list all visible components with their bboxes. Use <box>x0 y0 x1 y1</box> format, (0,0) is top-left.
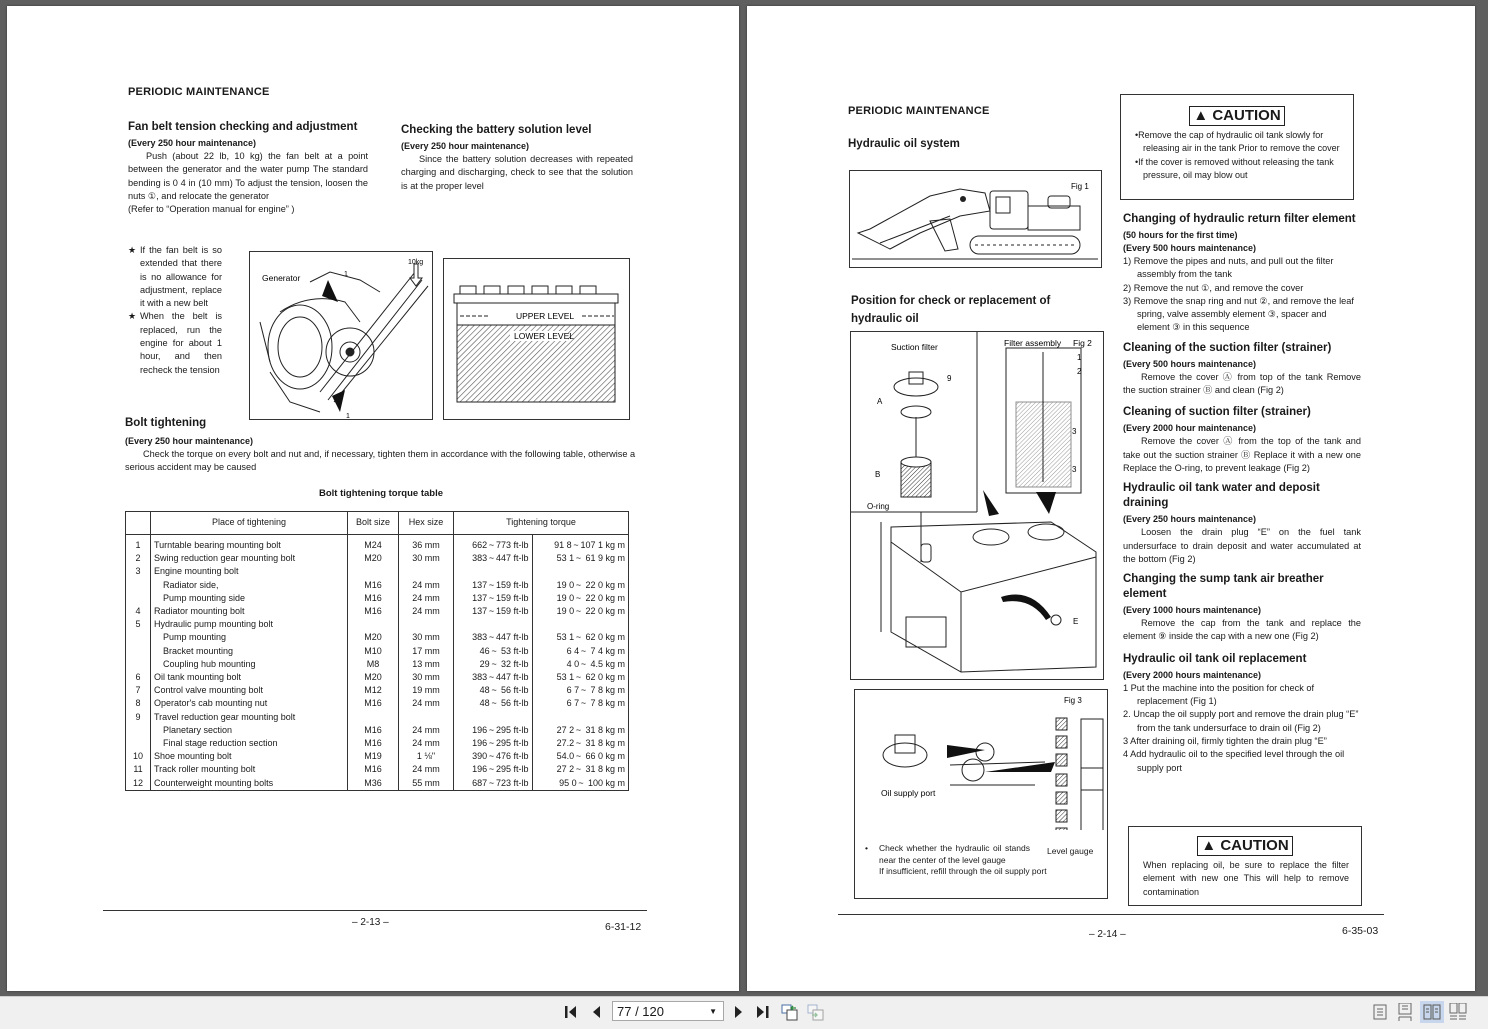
bolt-size-cell <box>348 565 399 578</box>
row-number: 3 <box>126 565 151 578</box>
force-label: 10kg <box>408 259 424 266</box>
svg-text:9: 9 <box>947 374 952 383</box>
rotate-left-icon <box>781 1003 799 1021</box>
table-row <box>126 737 629 750</box>
note-item: ★ When the belt is replaced, run the engine for about 1 hour, and then recheck the tension <box>128 310 222 376</box>
bolt-size-cell: M16 <box>348 737 399 750</box>
table-row <box>126 618 629 631</box>
figure-label: Fig 2 <box>1073 338 1092 348</box>
caution-box <box>1128 826 1362 906</box>
torque-ftlb-cell: 662 ~ 773 ft-lb <box>454 535 533 553</box>
table-row <box>126 750 629 763</box>
torque-kgm-cell: 53 1 ~ 62 0 kg m <box>532 671 628 684</box>
level-gauge-label: Level gauge <box>1047 846 1094 856</box>
bolt-size-cell: M16 <box>348 605 399 618</box>
place-cell: Track roller mounting bolt <box>151 763 348 776</box>
section-title: Position for check or replacement of hydraulic oil <box>851 295 1051 325</box>
hex-size-cell: 30 mm <box>399 552 454 565</box>
torque-ftlb-cell: 137 ~ 159 ft-lb <box>454 592 533 605</box>
row-number <box>126 645 151 658</box>
torque-ftlb-cell <box>454 565 533 578</box>
generator-label: Generator <box>262 273 301 283</box>
svg-text:1: 1 <box>1077 353 1082 362</box>
right-column-text <box>1123 212 1361 775</box>
row-number: 2 <box>126 552 151 565</box>
maintenance-interval: (Every 2000 hour maintenance) <box>1123 423 1257 434</box>
section-body: Since the battery solution decreases with repeated charging and discharging, check to see that the solution is at the proper level <box>401 154 633 191</box>
single-page-view-button[interactable] <box>1369 1001 1391 1023</box>
document-code: 6-31-12 <box>605 921 642 933</box>
maintenance-interval: (Every 500 hours maintenance) <box>1123 358 1257 369</box>
hex-size-cell: 24 mm <box>399 579 454 592</box>
step-item: 3) Remove the snap ring and nut ②, and remove the leaf spring, valve assembly element ③, spacer and element ③ in this sequence <box>1123 295 1354 333</box>
maintenance-interval: (Every 250 hour maintenance) <box>401 141 530 151</box>
table-row <box>126 605 629 618</box>
table-row <box>126 711 629 724</box>
hex-size-cell <box>399 711 454 724</box>
single-page-icon <box>1373 1004 1387 1020</box>
footer-divider <box>103 910 647 911</box>
table-row <box>126 645 629 658</box>
caution-badge: ▲ CAUTION <box>1189 106 1284 126</box>
footer-divider <box>838 914 1384 915</box>
hex-size-cell: 1 ⅛" <box>399 750 454 763</box>
warning-triangle-icon: ▲ <box>1193 107 1209 124</box>
place-cell: Hydraulic pump mounting bolt <box>151 618 348 631</box>
maintenance-interval: (Every 250 hours maintenance) <box>1123 514 1257 525</box>
row-number: 9 <box>126 711 151 724</box>
bolt-size-cell: M8 <box>348 658 399 671</box>
caution-item: •Remove the cap of hydraulic oil tank slowly for releasing air in the tank Prior to remove the cover <box>1135 130 1340 154</box>
suction-filter-label: Suction filter <box>891 342 938 352</box>
star-icon: ★ <box>128 245 137 255</box>
continuous-view-button[interactable] <box>1394 1001 1416 1023</box>
bolt-size-cell: M19 <box>348 750 399 763</box>
excavator-figure <box>849 170 1102 268</box>
place-cell: Planetary section <box>151 724 348 737</box>
reference-note: (Refer to “Operation manual for engine” ) <box>128 204 295 215</box>
next-page-icon <box>733 1005 745 1019</box>
maintenance-interval: (Every 250 hour maintenance) <box>128 138 257 148</box>
document-page-right <box>747 6 1475 991</box>
row-number <box>126 737 151 750</box>
svg-text:A: A <box>877 397 883 406</box>
place-cell: Final stage reduction section <box>151 737 348 750</box>
hex-size-cell: 24 mm <box>399 592 454 605</box>
table-row <box>126 763 629 776</box>
hex-size-cell: 24 mm <box>399 605 454 618</box>
battery-illustration <box>444 259 629 419</box>
row-number: 8 <box>126 697 151 710</box>
torque-kgm-cell <box>532 711 628 724</box>
table-row <box>126 658 629 671</box>
torque-kgm-cell: 19 0 ~ 22 0 kg m <box>532 605 628 618</box>
caution-badge: ▲ CAUTION <box>1197 836 1292 856</box>
table-row <box>126 684 629 697</box>
bolt-size-cell: M20 <box>348 671 399 684</box>
table-row <box>126 697 629 710</box>
torque-ftlb-cell: 390 ~ 476 ft-lb <box>454 750 533 763</box>
row-number: 7 <box>126 684 151 697</box>
table-row <box>126 535 629 553</box>
torque-kgm-cell: 53 1 ~ 62 0 kg m <box>532 631 628 644</box>
torque-kgm-cell: 4 0 ~ 4.5 kg m <box>532 658 628 671</box>
torque-ftlb-cell: 383 ~ 447 ft-lb <box>454 631 533 644</box>
bolt-size-cell: M20 <box>348 631 399 644</box>
step-item: 2) Remove the nut ①, and remove the cover <box>1123 282 1304 293</box>
torque-ftlb-cell: 29 ~ 32 ft-lb <box>454 658 533 671</box>
page-number: – 2-14 – <box>1089 929 1126 940</box>
hex-size-cell: 24 mm <box>399 737 454 750</box>
caution-text: When replacing oil, be sure to replace the filter element with new one This will help to remove contamination <box>1143 860 1349 897</box>
place-cell: Swing reduction gear mounting bolt <box>151 552 348 565</box>
fan-belt-figure <box>249 251 433 420</box>
hex-size-cell: 30 mm <box>399 671 454 684</box>
document-code: 6-35-03 <box>1342 925 1379 937</box>
step-item: 4 Add hydraulic oil to the specified level through the oil supply port <box>1123 749 1345 773</box>
torque-ftlb-cell: 383 ~ 447 ft-lb <box>454 552 533 565</box>
bolt-size-cell: M16 <box>348 724 399 737</box>
maintenance-interval: (Every 250 hour maintenance) <box>125 436 254 446</box>
note-item: ★ If the fan belt is so extended that there is no allowance for adjustment, replace it with a new belt <box>128 244 222 310</box>
caution-item: •If the cover is removed without releasing the tank pressure, oil may blow out <box>1135 156 1334 180</box>
torque-kgm-cell: 91 8 ~ 107 1 kg m <box>532 535 628 553</box>
torque-table-body <box>126 535 629 791</box>
step-item: 3 After draining oil, firmly tighten the drain plug “E” <box>1123 735 1327 746</box>
maintenance-interval: (50 hours for the first time) <box>1123 230 1238 240</box>
bolt-size-cell <box>348 711 399 724</box>
bolt-size-cell: M10 <box>348 645 399 658</box>
section-title: Checking the battery solution level <box>401 124 592 136</box>
hex-size-cell: 17 mm <box>399 645 454 658</box>
page-header: PERIODIC MAINTENANCE <box>848 105 990 117</box>
torque-kgm-cell: 6 7 ~ 7 8 kg m <box>532 684 628 697</box>
svg-text:2: 2 <box>1077 367 1082 376</box>
row-number: 12 <box>126 777 151 791</box>
figure-label: Fig 3 <box>1064 696 1082 705</box>
step-item: 2. Uncap the oil supply port and remove the drain plug “E” from the tank undersurface to drain oil (Fig 2) <box>1123 709 1359 733</box>
torque-table <box>125 511 629 791</box>
maintenance-interval: (Every 2000 hours maintenance) <box>1123 669 1262 680</box>
torque-kgm-cell <box>532 565 628 578</box>
lower-level-label: LOWER LEVEL <box>514 331 574 341</box>
fan-belt-notes <box>128 244 222 377</box>
section-title: Hydraulic oil system <box>848 138 960 150</box>
maintenance-interval: (Every 500 hours maintenance) <box>1123 243 1257 253</box>
row-number <box>126 631 151 644</box>
table-header-row: Place of tightening Bolt size Hex size Tightening torque <box>126 512 629 535</box>
torque-ftlb-cell <box>454 711 533 724</box>
page-number: – 2-13 – <box>352 917 389 928</box>
table-row <box>126 777 629 791</box>
section-title: Cleaning of suction filter (strainer) <box>1123 406 1311 419</box>
torque-kgm-cell: 19 0 ~ 22 0 kg m <box>532 579 628 592</box>
place-cell: Radiator side, <box>151 579 348 592</box>
bolt-size-cell: M36 <box>348 777 399 791</box>
place-cell: Pump mounting <box>151 631 348 644</box>
document-page-left <box>7 6 739 991</box>
step-item: 1) Remove the pipes and nuts, and pull out the filter assembly from the tank <box>1123 256 1334 280</box>
battery-level-figure <box>443 258 630 420</box>
bolt-size-cell <box>348 618 399 631</box>
place-cell: Radiator mounting bolt <box>151 605 348 618</box>
rotate-right-icon <box>807 1003 825 1021</box>
table-row <box>126 579 629 592</box>
svg-text:1: 1 <box>346 413 350 419</box>
table-title: Bolt tightening torque table <box>318 487 443 499</box>
section-body: Remove the cover Ⓐ from the top of the tank and take out the suction strainer Ⓑ Replace it with a new one Replace the O-ring, to prevent leakage (Fig 2) <box>1123 436 1361 473</box>
torque-ftlb-cell: 46 ~ 53 ft-lb <box>454 645 533 658</box>
hydraulic-tank-illustration <box>851 332 1103 679</box>
torque-ftlb-cell: 48 ~ 56 ft-lb <box>454 684 533 697</box>
first-page-button[interactable] <box>561 1001 583 1023</box>
table-row <box>126 631 629 644</box>
row-number: 11 <box>126 763 151 776</box>
table-row <box>126 552 629 565</box>
torque-kgm-cell: 27.2 ~ 31 8 kg m <box>532 737 628 750</box>
caution-box <box>1120 94 1354 200</box>
place-cell: Engine mounting bolt <box>151 565 348 578</box>
rotate-clockwise-button[interactable] <box>805 1001 827 1023</box>
hex-size-cell: 55 mm <box>399 777 454 791</box>
table-row <box>126 671 629 684</box>
row-number: 6 <box>126 671 151 684</box>
viewer-toolbar <box>0 996 1488 1029</box>
row-number: 10 <box>126 750 151 763</box>
hex-size-cell: 24 mm <box>399 724 454 737</box>
hex-size-cell <box>399 618 454 631</box>
place-cell: Travel reduction gear mounting bolt <box>151 711 348 724</box>
o-ring-label: O-ring <box>867 502 890 511</box>
hex-size-cell: 24 mm <box>399 697 454 710</box>
row-number <box>126 724 151 737</box>
excavator-illustration <box>850 171 1101 267</box>
section-title: Fan belt tension checking and adjustment <box>128 121 358 133</box>
upper-level-label: UPPER LEVEL <box>516 311 575 321</box>
row-number: 5 <box>126 618 151 631</box>
section-body: Remove the cap from the tank and replace the element ⑨ inside the cap with a new one (Fig 2) <box>1123 618 1361 642</box>
page-number-selector[interactable]: 77 / 120 ▼ <box>612 1001 724 1021</box>
torque-kgm-cell: 54.0 ~ 66 0 kg m <box>532 750 628 763</box>
fan-belt-section <box>128 120 368 216</box>
row-number: 4 <box>126 605 151 618</box>
section-title: Hydraulic oil tank water and deposit draining <box>1123 482 1320 510</box>
table-row <box>126 592 629 605</box>
torque-kgm-cell: 27 2 ~ 31 8 kg m <box>532 724 628 737</box>
svg-text:3: 3 <box>1072 427 1077 436</box>
section-body: Remove the cover Ⓐ from top of the tank Remove the suction strainer Ⓑ and clean (Fig 2) <box>1123 371 1361 396</box>
hydraulic-tank-figure <box>850 331 1104 680</box>
section-title: Changing of hydraulic return filter element <box>1123 213 1356 225</box>
dropdown-arrow-icon: ▼ <box>709 1007 717 1016</box>
torque-ftlb-cell: 137 ~ 159 ft-lb <box>454 605 533 618</box>
row-number <box>126 658 151 671</box>
procedure-steps <box>1123 255 1361 335</box>
page-header: PERIODIC MAINTENANCE <box>128 86 270 98</box>
level-gauge-figure <box>854 689 1108 899</box>
svg-text:3: 3 <box>1072 465 1077 474</box>
previous-page-icon <box>590 1005 602 1019</box>
procedure-steps <box>1123 682 1361 775</box>
drain-plug-label: E <box>1073 617 1079 626</box>
place-cell: Coupling hub mounting <box>151 658 348 671</box>
bolt-size-cell: M16 <box>348 763 399 776</box>
hex-size-cell: 13 mm <box>399 658 454 671</box>
bolt-size-cell: M16 <box>348 697 399 710</box>
row-number: 1 <box>126 535 151 553</box>
torque-kgm-cell: 6 7 ~ 7 8 kg m <box>532 697 628 710</box>
hex-size-cell: 19 mm <box>399 684 454 697</box>
torque-ftlb-cell: 196 ~ 295 ft-lb <box>454 763 533 776</box>
section-body: Push (about 22 lb, 10 kg) the fan belt at a point between the generator and the water pump The standard bending is 0 4 in (10 mm) To adjust the tension, loosen the nuts ①, and relocate the generator <box>128 151 368 201</box>
section-title: Changing the sump tank air breather element <box>1123 573 1324 601</box>
place-cell: Turntable bearing mounting bolt <box>151 535 348 553</box>
section-title: Cleaning of the suction filter (strainer) <box>1123 341 1332 354</box>
bolt-size-cell: M20 <box>348 552 399 565</box>
place-cell: Pump mounting side <box>151 592 348 605</box>
facing-view-button[interactable] <box>1420 1001 1444 1023</box>
first-page-icon <box>564 1005 580 1019</box>
row-number <box>126 592 151 605</box>
svg-text:B: B <box>875 470 881 479</box>
last-page-icon <box>754 1005 770 1019</box>
two-page-icon <box>1423 1004 1441 1020</box>
continuous-page-icon <box>1398 1003 1412 1021</box>
hex-size-cell: 36 mm <box>399 535 454 553</box>
section-title: Bolt tightening <box>125 417 207 429</box>
oil-supply-port-label: Oil supply port <box>881 788 936 798</box>
place-cell: Shoe mounting bolt <box>151 750 348 763</box>
bullet-icon: • <box>865 843 868 853</box>
next-page-button[interactable] <box>728 1001 750 1023</box>
torque-kgm-cell: 27 2 ~ 31 8 kg m <box>532 763 628 776</box>
svg-text:1: 1 <box>344 271 348 278</box>
hex-size-cell: 24 mm <box>399 763 454 776</box>
place-cell: Oil tank mounting bolt <box>151 671 348 684</box>
previous-page-button[interactable] <box>585 1001 607 1023</box>
bolt-size-cell: M12 <box>348 684 399 697</box>
continuous-facing-view-button[interactable] <box>1447 1001 1469 1023</box>
place-cell: Operator's cab mounting nut <box>151 697 348 710</box>
section-body: Loosen the drain plug “E” on the fuel tank undersurface to drain deposit and water accumulated at the bottom (Fig 2) <box>1123 527 1361 564</box>
warning-triangle-icon: ▲ <box>1201 837 1217 854</box>
table-row <box>126 565 629 578</box>
two-page-continuous-icon <box>1449 1003 1467 1021</box>
oil-supply-illustration <box>855 690 1107 830</box>
table-row <box>126 724 629 737</box>
torque-ftlb-cell <box>454 618 533 631</box>
torque-ftlb-cell: 383 ~ 447 ft-lb <box>454 671 533 684</box>
generator-belt-illustration <box>250 252 432 419</box>
torque-kgm-cell: 6 4 ~ 7 4 kg m <box>532 645 628 658</box>
torque-ftlb-cell: 687 ~ 723 ft-lb <box>454 777 533 791</box>
torque-kgm-cell: 95 0 ~ 100 kg m <box>532 777 628 791</box>
hex-size-cell <box>399 565 454 578</box>
star-icon: ★ <box>128 311 137 322</box>
section-title: Hydraulic oil tank oil replacement <box>1123 652 1307 665</box>
place-cell: Control valve mounting bolt <box>151 684 348 697</box>
bolt-tightening-section <box>125 416 637 500</box>
place-cell: Bracket mounting <box>151 645 348 658</box>
torque-ftlb-cell: 48 ~ 56 ft-lb <box>454 697 533 710</box>
figure-label: Fig 1 <box>1071 182 1089 191</box>
place-cell: Counterweight mounting bolts <box>151 777 348 791</box>
torque-kgm-cell: 53 1 ~ 61 9 kg m <box>532 552 628 565</box>
bolt-size-cell: M24 <box>348 535 399 553</box>
bolt-size-cell: M16 <box>348 592 399 605</box>
hex-size-cell: 30 mm <box>399 631 454 644</box>
torque-ftlb-cell: 196 ~ 295 ft-lb <box>454 724 533 737</box>
row-number <box>126 579 151 592</box>
section-body: Check the torque on every bolt and nut and, if necessary, tighten them in accordance with the following table, otherwise a serious accident may be caused <box>125 449 636 473</box>
bolt-size-cell: M16 <box>348 579 399 592</box>
figure-note: • Check whether the hydraulic oil stands near the center of the level gauge If insufficient, refill through the oil supply port <box>865 843 1047 876</box>
rotate-counterclockwise-button[interactable] <box>779 1001 801 1023</box>
torque-kgm-cell: 19 0 ~ 22 0 kg m <box>532 592 628 605</box>
maintenance-interval: (Every 1000 hours maintenance) <box>1123 605 1262 616</box>
torque-ftlb-cell: 196 ~ 295 ft-lb <box>454 737 533 750</box>
torque-kgm-cell <box>532 618 628 631</box>
torque-ftlb-cell: 137 ~ 159 ft-lb <box>454 579 533 592</box>
last-page-button[interactable] <box>751 1001 773 1023</box>
filter-assembly-label: Filter assembly <box>1004 338 1062 348</box>
battery-section <box>401 123 633 193</box>
step-item: 1 Put the machine into the position for check of replacement (Fig 1) <box>1123 682 1315 707</box>
